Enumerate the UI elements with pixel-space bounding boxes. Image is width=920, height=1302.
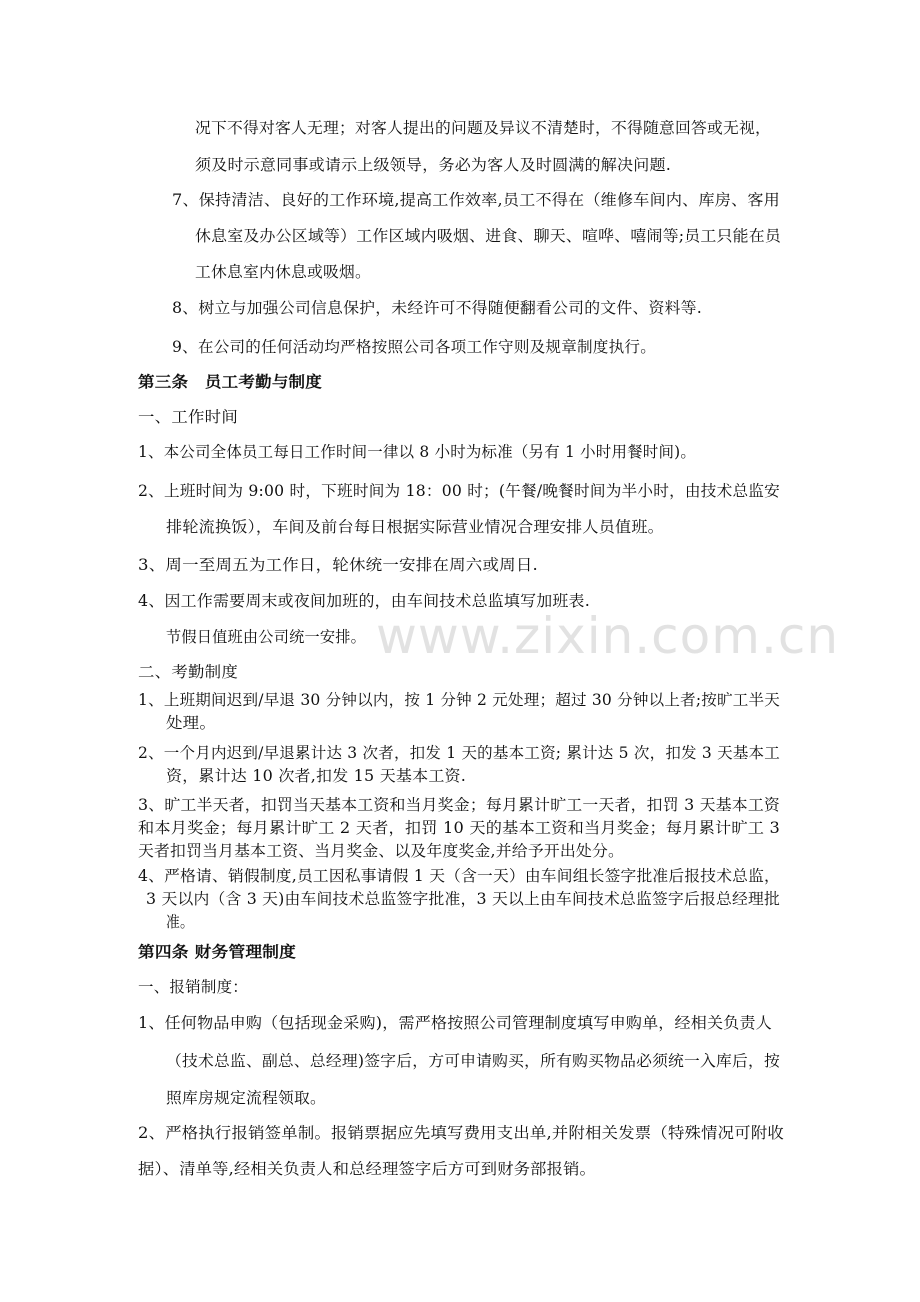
- text-line: 2、一个月内迟到/早退累计达 3 次者，扣发 1 天的基本工资; 累计达 5 次，扣发 3 天基本工: [138, 744, 780, 762]
- text-line: 3 天以内（含 3 天)由车间技术总监签字批准，3 天以上由车间技术总监签字后报总经理批: [146, 890, 780, 908]
- text-line: （技术总监、副总、总经理)签字后，方可申请购买，所有购买物品必须统一入库后，按: [166, 1052, 780, 1070]
- text-line: 一、报销制度：: [138, 978, 248, 996]
- text-line: 准。: [166, 913, 194, 931]
- text-line: 一、工作时间: [138, 408, 238, 426]
- text-line: 工休息室内休息或吸烟。: [195, 263, 371, 281]
- text-line: 况下不得对客人无理；对客人提出的问题及异议不清楚时，不得随意回答或无视，: [195, 119, 771, 137]
- text-line: 1、任何物品申购（包括现金采购)，需严格按照公司管理制度填写申购单，经相关负责人: [138, 1014, 772, 1032]
- text-line: 休息室及办公区域等）工作区域内吸烟、进食、聊天、喧哗、嘻闹等;员工只能在员: [195, 227, 781, 245]
- text-line: 资，累计达 10 次者,扣发 15 天基本工资.: [166, 767, 466, 785]
- text-line: 节假日值班由公司统一安排。: [166, 628, 366, 646]
- text-line: 7、保持清洁、良好的工作环境,提高工作效率,员工不得在（维修车间内、库房、客用: [172, 191, 780, 209]
- text-line: 排轮流换饭），车间及前台每日根据实际营业情况合理安排人员值班。: [166, 518, 664, 536]
- text-line: 8、树立与加强公司信息保护，未经许可不得随便翻看公司的文件、资料等.: [172, 299, 702, 317]
- section-heading: 第四条 财务管理制度: [138, 942, 296, 961]
- text-line: 处理。: [166, 714, 216, 732]
- text-line: 2、严格执行报销签单制。报销票据应先填写费用支出单,并附相关发票（特殊情况可附收: [138, 1124, 784, 1142]
- text-line: 2、上班时间为 9:00 时，下班时间为 18：00 时；(午餐/晚餐时间为半小时，由技术总监安: [138, 482, 780, 500]
- text-line: 据）、清单等,经相关负责人和总经理签字后方可到财务部报销。: [138, 1160, 596, 1178]
- text-line: 须及时示意同事或请示上级领导，务必为客人及时圆满的解决问题.: [195, 156, 671, 174]
- text-line: 3、周一至周五为工作日，轮休统一安排在周六或周日.: [138, 556, 538, 574]
- text-line: 1、上班期间迟到/早退 30 分钟以内，按 1 分钟 2 元处理；超过 30 分钟以上者;按旷工半天: [138, 691, 780, 709]
- text-line: 4、严格请、销假制度,员工因私事请假 1 天（含一天）由车间组长签字批准后报技术总监，: [138, 867, 780, 885]
- text-line: 1、本公司全体员工每日工作时间一律以 8 小时为标准（另有 1 小时用餐时间)。: [138, 443, 696, 461]
- text-line: 和本月奖金；每月累计旷工 2 天者，扣罚 10 天的基本工资和当月奖金；每月累计旷工 3: [138, 819, 780, 837]
- text-line: 4、因工作需要周末或夜间加班的，由车间技术总监填写加班表.: [138, 592, 590, 610]
- text-line: 照库房规定流程领取。: [166, 1089, 326, 1107]
- section-heading: 第三条 员工考勤与制度: [138, 372, 322, 391]
- text-line: 天者扣罚当月基本工资、当月奖金、以及年度奖金,并给予开出处分。: [138, 842, 624, 860]
- watermark: www.zixin.com.cn: [376, 607, 840, 665]
- text-line: 3、旷工半天者，扣罚当天基本工资和当月奖金；每月累计旷工一天者，扣罚 3 天基本工资: [138, 796, 780, 814]
- text-line: 二、考勤制度: [138, 663, 238, 681]
- text-line: 9、在公司的任何活动均严格按照公司各项工作守则及规章制度执行。: [172, 338, 656, 356]
